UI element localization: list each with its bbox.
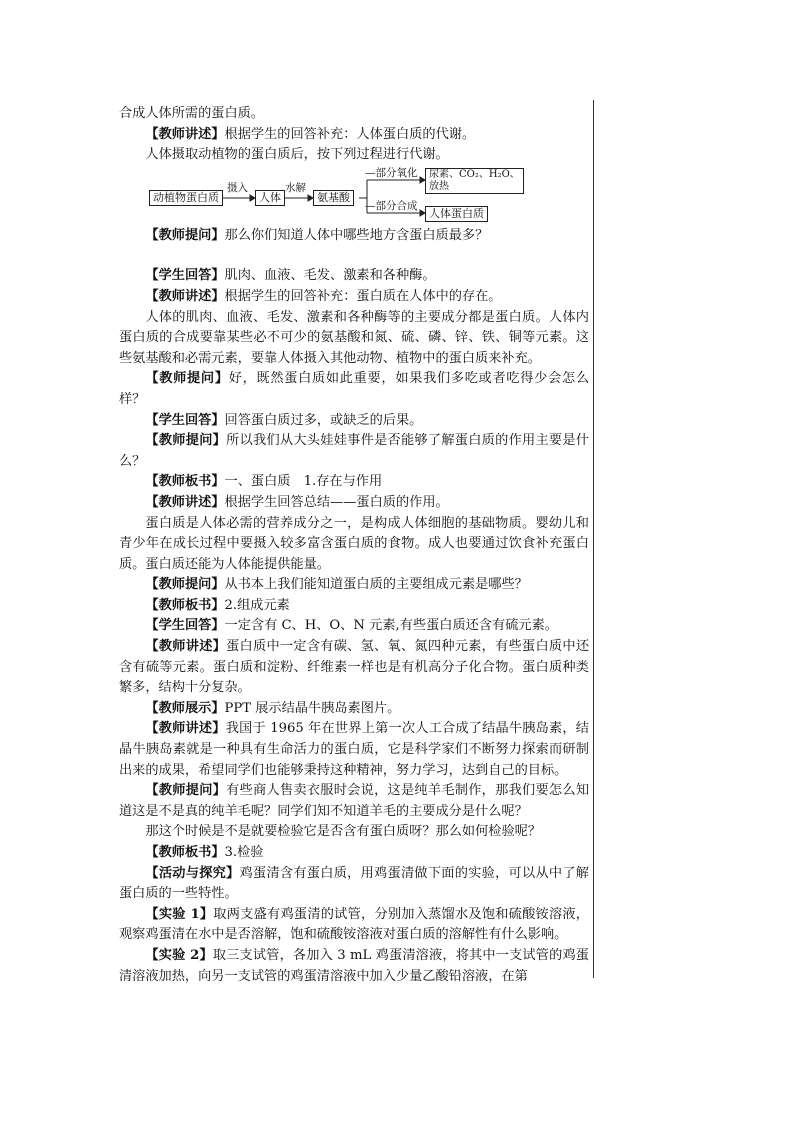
role-tag: 【实验 2】: [145, 947, 213, 963]
paragraph: [119, 843, 589, 864]
box-human-body: 人体: [255, 190, 285, 206]
label-hydrolysis: 水解: [285, 181, 306, 194]
text-line: 有些商人售卖衣服时会说，这是纯羊毛制作，那我们要怎么知道这是不是真的纯羊毛呢？同学们知不知道羊毛的主要成分是什么呢？: [119, 783, 590, 819]
paragraph: [119, 472, 589, 493]
text-line: 蛋白质中一定含有碳、氢、氧、氮四种元素，有些蛋白质中还含有硫等元素。蛋白质和淀粉、纤维素一样也是有机高分子化合物。蛋白质种类繁多，结构十分复杂。: [119, 639, 590, 696]
paragraph: [119, 145, 589, 166]
role-tag: 【教师板书】: [145, 597, 225, 613]
box-animal-plant-protein: 动植物蛋白质: [149, 190, 223, 206]
label-partial-synthesis: —部分合成: [365, 199, 418, 212]
text-line: 根据学生回答总结——蛋白质的作用。: [224, 494, 449, 510]
lesson-text: [119, 104, 589, 987]
text-line: 根据学生的回答补充：蛋白质在人体中的存在。: [224, 288, 502, 304]
text-line: 3.检验: [224, 845, 264, 860]
role-tag: 【实验 1】: [145, 906, 214, 922]
text-line: 根据学生的回答补充：人体蛋白质的代谢。: [224, 126, 476, 142]
role-tag: 【活动与探究】: [145, 865, 240, 881]
text-line: 所以我们从大头娃娃事件是否能够了解蛋白质的作用主要是什么？: [119, 433, 590, 469]
paragraph: [119, 946, 589, 987]
role-tag: 【教师板书】: [145, 474, 225, 490]
paragraph: [119, 104, 589, 125]
paragraph: [119, 781, 589, 822]
role-tag: 【学生回答】: [145, 618, 225, 634]
box-human-protein: 人体蛋白质: [425, 206, 488, 222]
paragraph: [119, 514, 589, 576]
paragraph: [119, 226, 589, 247]
text-line: 回答蛋白质过多，或缺乏的后果。: [224, 412, 423, 428]
text-line: 鸡蛋清含有蛋白质，用鸡蛋清做下面的实验，可以从中了解蛋白质的一些特性。: [119, 865, 589, 902]
label-intake: 摄入: [227, 181, 248, 194]
text-line: 好，既然蛋白质如此重要，如果我们多吃或者吃得少会怎么样？: [119, 371, 590, 407]
role-tag: 【教师讲述】: [145, 639, 227, 655]
role-tag: 【教师提问】: [145, 227, 225, 243]
text-line: 蛋白质是人体必需的营养成分之一，是构成人体细胞的基础物质。婴幼儿和青少年在成长过程中要摄入较多富含蛋白质的食物。成人也要通过饮食补充蛋白质。蛋白质还能为人体能提供能量。: [119, 515, 589, 572]
role-tag: 【教师展示】: [145, 700, 225, 716]
products-line: 尿素、CO₂、H₂O、: [429, 168, 520, 180]
text-line: 2.组成元素: [224, 597, 290, 613]
text-line: 取三支试管，各加入 3 mL 鸡蛋清溶液，将其中一支试管的鸡蛋清溶液加热，向另一支试管的鸡蛋清溶液中加入少量乙酸铅溶液，在第: [119, 947, 589, 984]
role-tag: 【教师讲述】: [145, 494, 225, 510]
paragraph: [119, 493, 589, 514]
role-tag: 【教师讲述】: [145, 721, 226, 737]
products-line: 放热: [429, 180, 449, 192]
box-amino-acid: 氨基酸: [313, 190, 354, 206]
text-line: 一定含有 C、H、O、N 元素,有些蛋白质还含有硫元素。: [224, 618, 558, 634]
paragraph: [119, 287, 589, 308]
role-tag: 【教师提问】: [145, 783, 227, 799]
role-tag: 【教师讲述】: [145, 288, 225, 304]
paragraph: [119, 699, 589, 720]
paragraph: [119, 411, 589, 432]
role-tag: 【教师提问】: [145, 371, 229, 387]
paragraph: [119, 308, 589, 370]
role-tag: 【学生回答】: [145, 268, 225, 284]
text-line: 取两支盛有鸡蛋清的试管，分别加入蒸馏水及饱和硫酸铵溶液，观察鸡蛋清在水中是否溶解，饱和硫酸铵溶液对蛋白质的溶解性有什么影响。: [119, 906, 589, 943]
text-line: 那这个时候是不是就要检验它是否含有蛋白质呀？那么如何检验呢？: [145, 824, 542, 840]
paragraph: [119, 616, 589, 637]
label-partial-oxidation: —部分氧化: [365, 166, 418, 179]
page-column-rule: [593, 100, 594, 978]
role-tag: 【教师提问】: [145, 433, 227, 449]
paragraph: [119, 369, 589, 410]
paragraph: [119, 575, 589, 596]
text-line: 那么你们知道人体中哪些地方含蛋白质最多？: [224, 227, 489, 243]
paragraph: [119, 266, 589, 287]
text-line: 我国于 1965 年在世界上第一次人工合成了结晶牛胰岛素，结晶牛胰岛素就是一种具有生命活力的蛋白质，它是科学家们不断努力探索而研制出来的成果，希望同学们也能够秉持这种精神，努力学习，达到自己的目标。: [119, 721, 589, 778]
text-line: PPT 展示结晶牛胰岛素图片。: [224, 700, 401, 716]
text-line: 人体摄取动植物的蛋白质后，按下列过程进行代谢。: [145, 147, 449, 163]
paragraph: [119, 905, 589, 946]
paragraph: [119, 125, 589, 146]
role-tag: 【教师讲述】: [145, 126, 225, 142]
text-line: 合成人体所需的蛋白质。: [119, 106, 265, 121]
text-line: 一、蛋白质 1.存在与作用: [224, 474, 383, 490]
text-line: 人体的肌肉、血液、毛发、激素和各种酶等的主要成分都是蛋白质。人体内蛋白质的合成要靠某些必不可少的氨基酸和氮、硫、磷、锌、铁、铜等元素。这些氨基酸和必需元素，要靠人体摄入其他动物、植物中的蛋白质来补充。: [119, 309, 589, 366]
paragraph: [119, 431, 589, 472]
box-oxidation-products: [425, 168, 524, 194]
paragraph: [119, 596, 589, 617]
paragraph: [119, 822, 589, 843]
paragraph: [119, 719, 589, 781]
paragraph: [119, 637, 589, 699]
role-tag: 【教师提问】: [145, 577, 225, 593]
role-tag: 【教师板书】: [145, 845, 225, 860]
paragraph: [119, 864, 589, 905]
metabolism-flow-diagram: [119, 168, 589, 226]
text-line: 肌肉、血液、毛发、激素和各种酶。: [224, 268, 436, 284]
text-line: 从书本上我们能知道蛋白质的主要组成元素是哪些？: [224, 577, 528, 593]
spacer: [119, 246, 589, 266]
role-tag: 【学生回答】: [145, 412, 225, 428]
